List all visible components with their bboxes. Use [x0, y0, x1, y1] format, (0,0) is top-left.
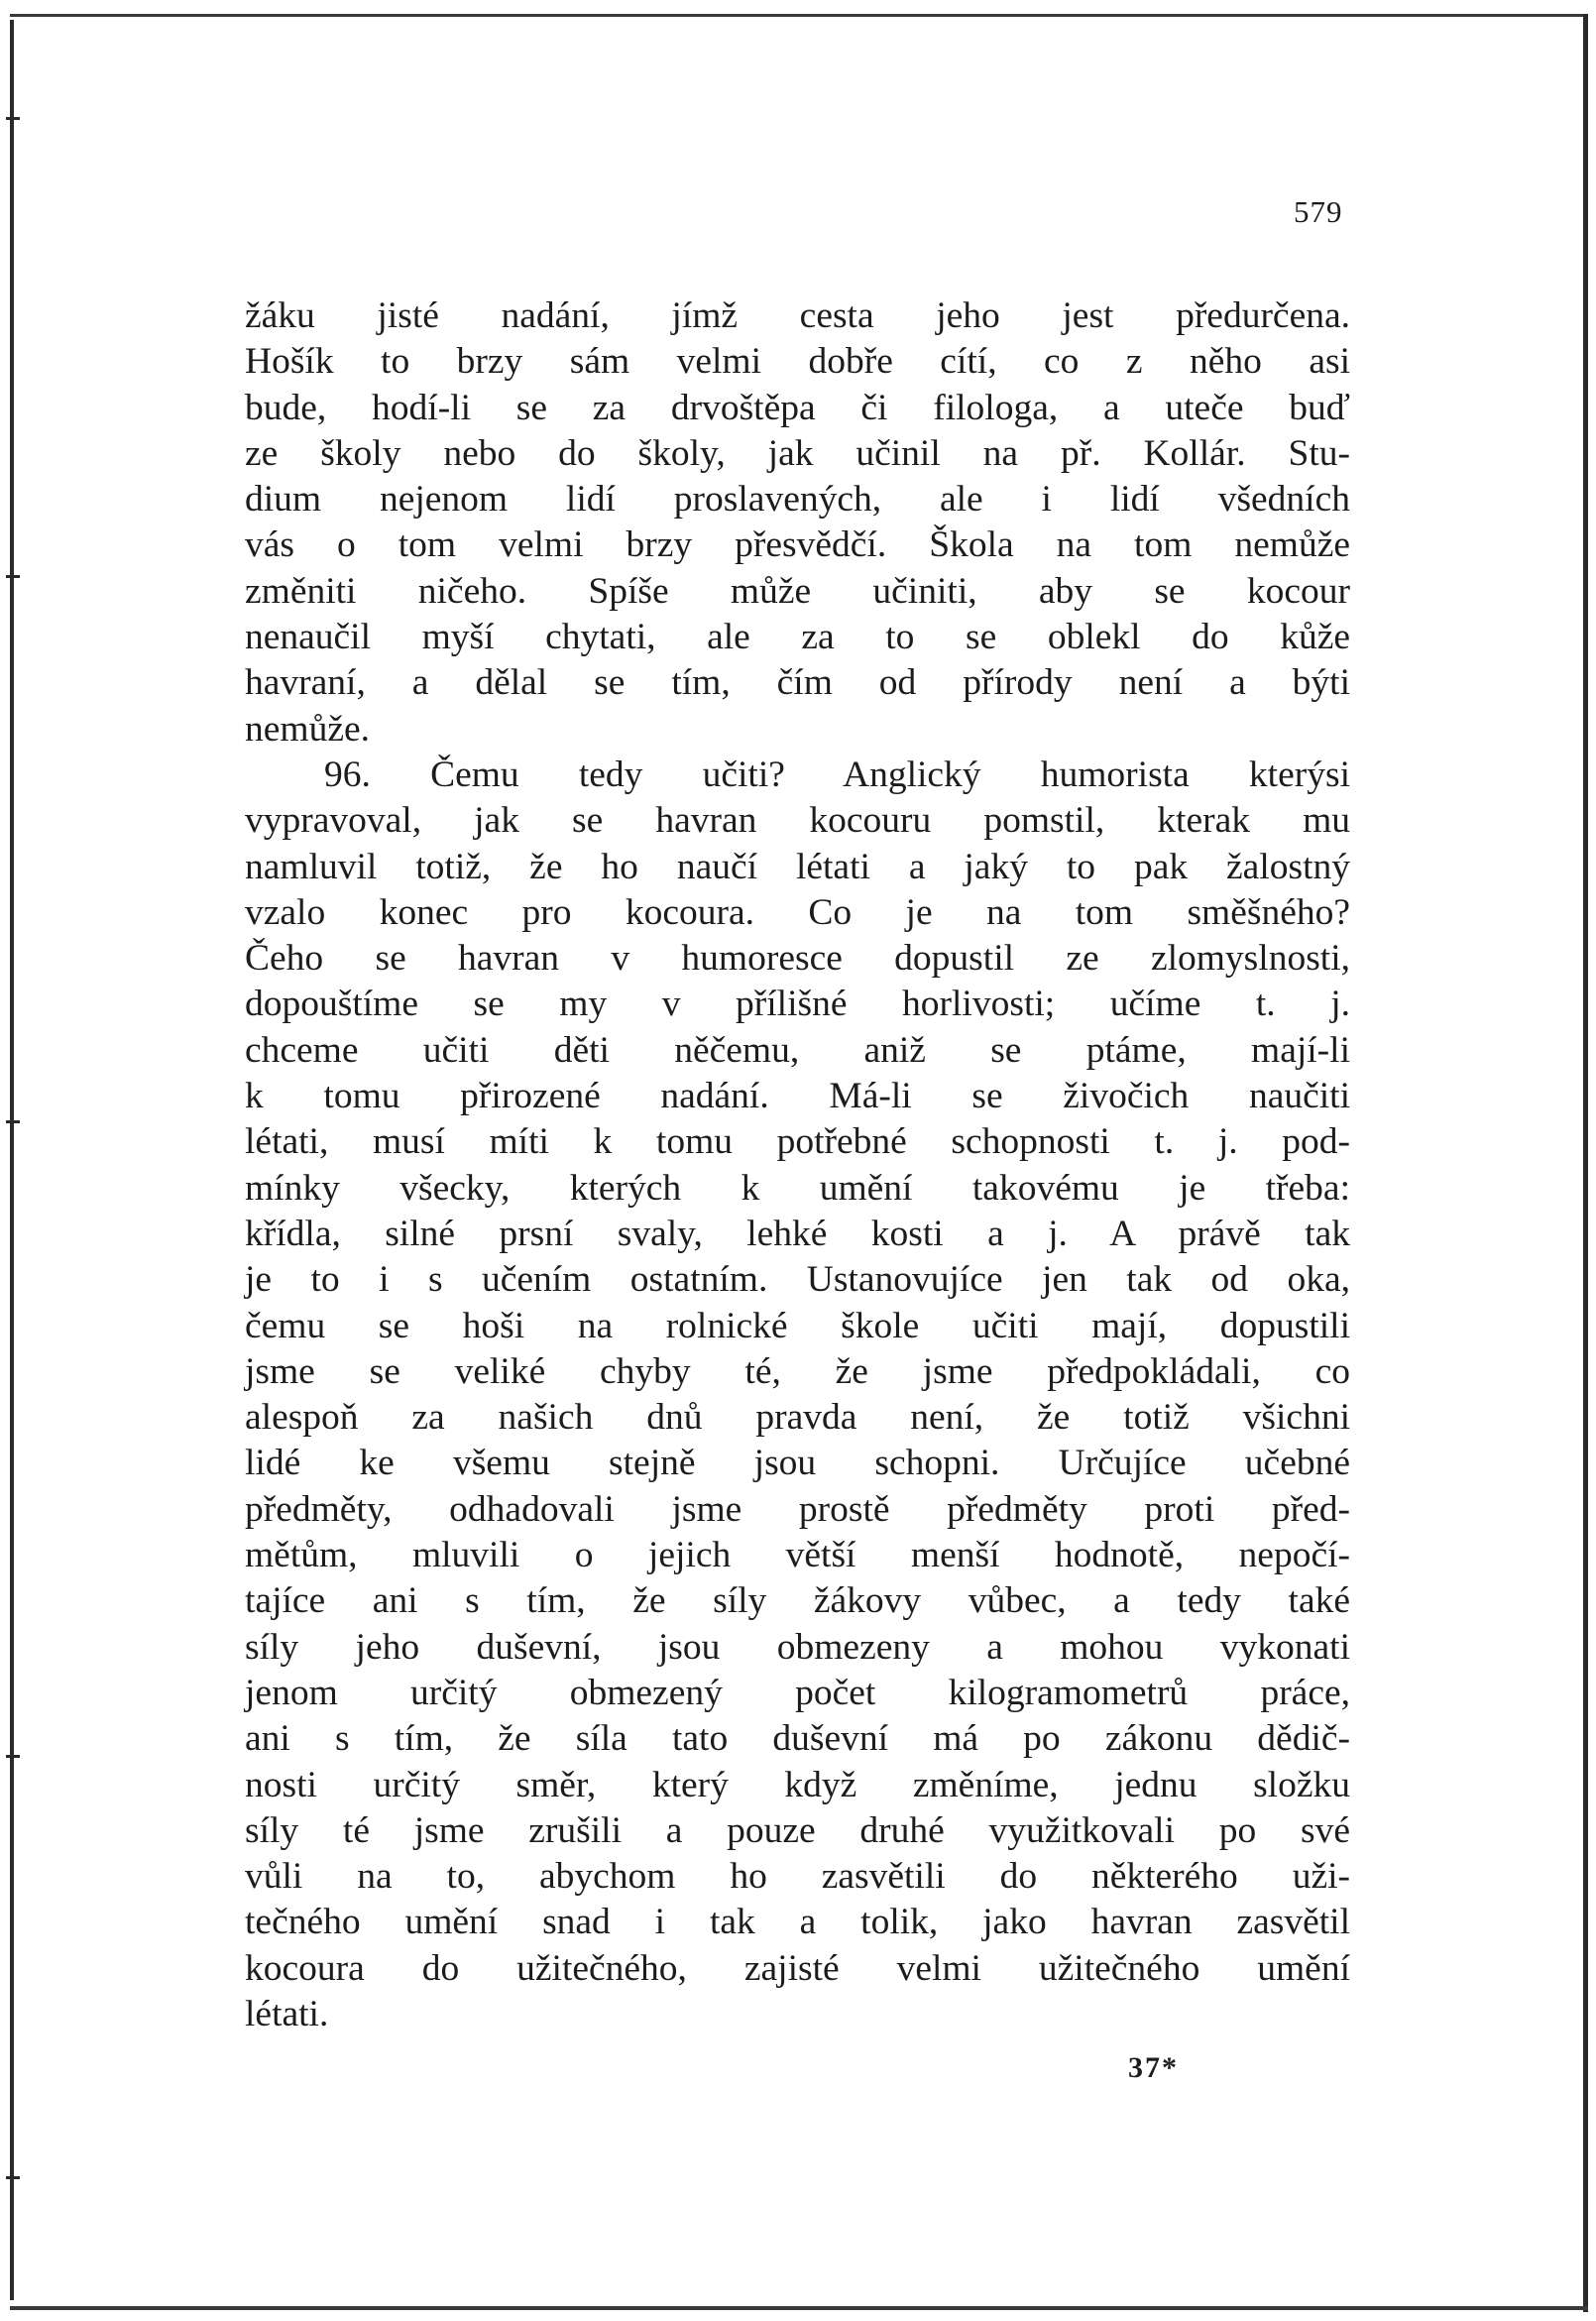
scan-mark	[6, 1755, 20, 1758]
text-line: mínky všecky, kterých k umění takovému je třeba:	[245, 1167, 1350, 1209]
scan-edge-left	[10, 20, 14, 2300]
text-line: jsme se veliké chyby té, že jsme předpokládali, co	[245, 1350, 1350, 1392]
text-line: dopouštíme se my v přílišné horlivosti; učíme t. j.	[245, 984, 1350, 1025]
text-line: dium nejenom lidí proslavených, ale i lidí všedních	[245, 479, 1350, 521]
text-line: bude, hodí-li se za drvoštěpa či filologa, a uteče buď	[245, 387, 1350, 428]
text-line: změniti ničeho. Spíše může učiniti, aby se kocour	[245, 570, 1350, 612]
body-text	[245, 293, 1350, 2037]
text-line: lidé ke všemu stejně jsou schopni. Určujíce učebné	[245, 1443, 1350, 1484]
text-line: vůli na to, abychom ho zasvětili do některého uži-	[245, 1856, 1350, 1898]
paragraph-1	[245, 293, 1350, 753]
text-line: k tomu přirozené nadání. Má-li se živočich naučiti	[245, 1076, 1350, 1117]
scan-edge-bottom	[10, 2306, 1588, 2310]
text-line: 96. Čemu tedy učiti? Anglický humorista kterýsi	[324, 754, 1350, 795]
text-line: havraní, a dělal se tím, čím od přírody není a býti	[245, 662, 1350, 704]
text-line: vás o tom velmi brzy přesvědčí. Škola na tom nemůže	[245, 524, 1350, 566]
text-line: namluvil totiž, že ho naučí létati a jaký to pak žalostný	[245, 846, 1350, 887]
text-line: kocoura do užitečného, zajisté velmi užitečného umění	[245, 1947, 1350, 1989]
page-number: 579	[1294, 194, 1343, 229]
text-line: Čeho se havran v humoresce dopustil ze zlomyslnosti,	[245, 938, 1350, 980]
paragraph-2	[245, 753, 1350, 2037]
text-line: mětům, mluvili o jejich větší menší hodnotě, nepočí-	[245, 1535, 1350, 1576]
scan-mark	[6, 117, 20, 120]
text-line: alespoň za našich dnů pravda není, že totiž všichni	[245, 1397, 1350, 1439]
text-line: nenaučil myší chytati, ale za to se oblekl do kůže	[245, 617, 1350, 658]
text-line: chceme učiti děti něčemu, aniž se ptáme, mají-li	[245, 1029, 1350, 1071]
scan-mark	[6, 2176, 20, 2179]
text-line: předměty, odhadovali jsme prostě předměty proti před-	[245, 1488, 1350, 1530]
text-line: křídla, silné prsní svaly, lehké kosti a j. A právě tak	[245, 1213, 1350, 1254]
scan-edge-right	[1583, 14, 1588, 2312]
text-line: síly jeho duševní, jsou obmezeny a mohou vykonati	[245, 1626, 1350, 1668]
text-line: ze školy nebo do školy, jak učinil na př. Kollár. Stu-	[245, 432, 1350, 474]
scan-mark	[6, 1120, 20, 1123]
signature-mark: 37*	[1128, 2051, 1179, 2084]
text-line: létati, musí míti k tomu potřebné schopnosti t. j. pod-	[245, 1121, 1350, 1163]
text-line: jenom určitý obmezený počet kilogramometrů práce,	[245, 1672, 1350, 1713]
text-line: létati.	[245, 1993, 329, 2034]
text-line: čemu se hoši na rolnické škole učiti mají, dopustili	[245, 1305, 1350, 1346]
text-line: žáku jisté nadání, jímž cesta jeho jest předurčena.	[245, 295, 1350, 336]
text-line: tajíce ani s tím, že síly žákovy vůbec, a tedy také	[245, 1580, 1350, 1622]
text-line: nemůže.	[245, 708, 370, 750]
text-line: je to i s učením ostatním. Ustanovujíce jen tak od oka,	[245, 1259, 1350, 1301]
text-line: ani s tím, že síla tato duševní má po zákonu dědič-	[245, 1718, 1350, 1760]
text-line: vzalo konec pro kocoura. Co je na tom směšného?	[245, 891, 1350, 933]
scan-mark	[6, 575, 20, 578]
text-line: nosti určitý směr, který když změníme, jednu složku	[245, 1764, 1350, 1805]
text-line: vypravoval, jak se havran kocouru pomstil, kterak mu	[245, 800, 1350, 842]
text-line: tečného umění snad i tak a tolik, jako havran zasvětil	[245, 1902, 1350, 1943]
scan-edge-top	[10, 14, 1588, 17]
text-line: síly té jsme zrušili a pouze druhé využitkovali po své	[245, 1809, 1350, 1851]
text-line: Hošík to brzy sám velmi dobře cítí, co z něho asi	[245, 341, 1350, 383]
